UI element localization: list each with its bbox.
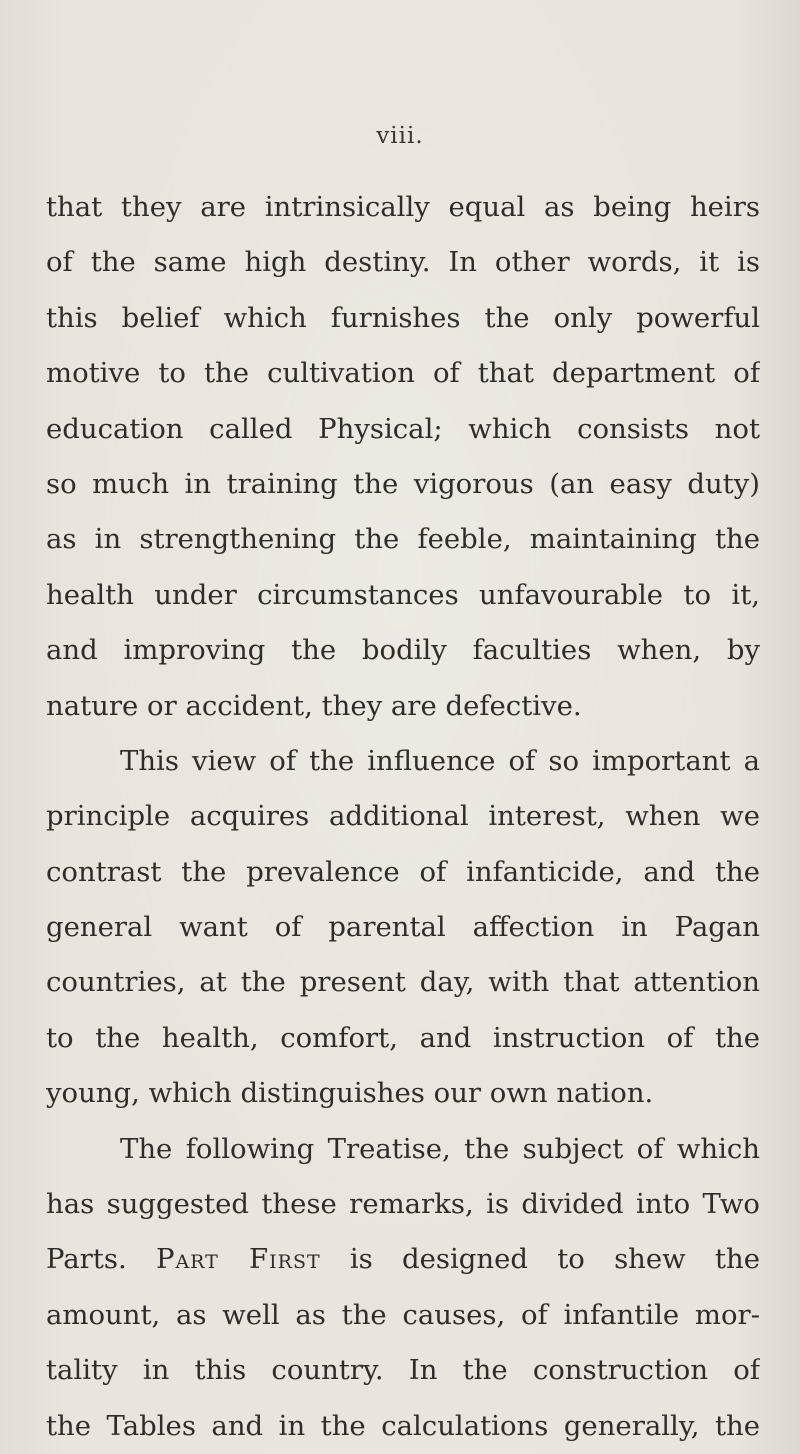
text-line: tality in this country. In the construction of (46, 1354, 760, 1387)
text-line: the Tables and in the calculations generally, the (46, 1409, 760, 1442)
text-line: general want of parental affection in Pagan (46, 911, 760, 944)
text-line: this belief which furnishes the only powerful (46, 301, 760, 334)
text-line: countries, at the present day, with that attention (46, 966, 760, 999)
text-line: young, which distinguishes our own nation. (46, 1077, 654, 1110)
part-first-small-caps: Part First (155, 1243, 321, 1276)
text-line-with-small-caps (46, 1232, 760, 1287)
text-line: amount, as well as the causes, of infantile mor- (46, 1298, 760, 1331)
text-line: health under circumstances unfavourable to it, (46, 578, 760, 611)
text-line: education called Physical; which consists not (46, 412, 760, 445)
text-line-paragraph-start: The following Treatise, the subject of which (120, 1132, 760, 1165)
page-number: viii. (376, 123, 424, 149)
text-line: contrast the prevalence of infanticide, and the (46, 855, 760, 888)
body-text (46, 180, 760, 1454)
text-line: principle acquires additional interest, when we (46, 800, 760, 833)
text-line: motive to the cultivation of that department of (46, 357, 760, 390)
text-line: as in strengthening the feeble, maintaining the (46, 523, 760, 556)
line-remainder: is designed to shew the (349, 1243, 760, 1276)
text-line: so much in training the vigorous (an easy duty) (46, 467, 760, 500)
parts-word: Parts. (46, 1243, 127, 1276)
text-line: and improving the bodily faculties when, by (46, 634, 760, 667)
text-line: nature or accident, they are defective. (46, 689, 582, 722)
text-line: has suggested these remarks, is divided into Two (46, 1188, 760, 1221)
text-line: to the health, comfort, and instruction of the (46, 1021, 760, 1054)
text-line-paragraph-start: This view of the influence of so important a (120, 744, 760, 777)
text-line: that they are intrinsically equal as being heirs (46, 191, 760, 223)
text-line: of the same high destiny. In other words, it is (46, 246, 760, 279)
